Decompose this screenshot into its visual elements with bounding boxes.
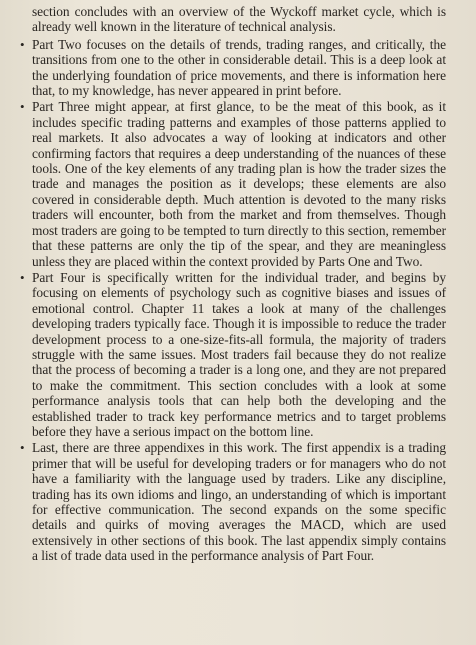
bullet-text: Last, there are three appendixes in this work. The first appendix is a trading primer that will be useful for developing traders or for managers who do not have a familiarity with the language used by traders. Like any discipline, trading has its own idioms and lingo, an understanding of which is important for effective communication. The second expands on the some specific details and quirks of moving averages the MACD, which are used extensively in other sections of this book. The last appendix simply contains a list of trade data used in the performance analysis of Part Four. bbox=[32, 440, 446, 564]
bullet-text: Part Two focuses on the details of trends, trading ranges, and critically, the transitions from one to the other in considerable detail. This is a deep look at the underlying foundation of price movements, and there is information here that, to my knowledge, has never appeared in print before. bbox=[32, 36, 446, 99]
bullet-item-part-three bbox=[20, 99, 446, 269]
intro-paragraph: section concludes with an overview of the Wyckoff market cycle, which is already well known in the literature of technical analysis. bbox=[32, 4, 446, 35]
bullet-list bbox=[20, 36, 446, 564]
bullet-item-part-two bbox=[20, 36, 446, 99]
bullet-icon: • bbox=[20, 269, 25, 285]
bullet-icon: • bbox=[20, 440, 25, 456]
bullet-text: Part Four is specifically written for the individual trader, and begins by focusing on elements of psychology such as cognitive biases and issues of emotional control. Chapter 11 takes a look at many of the challenges developing traders typically face. Though it is impossible to reduce the trader development process to a one-size-fits-all formula, the majority of traders struggle with the same issues. Most traders fail because they do not realize that the process of becoming a trader is a long one, and they are not prepared to make the commitment. This section concludes with a look at some performance analysis tools that can help both the developing and the established trader to track key performance metrics and to target problems before they have a serious impact on the bottom line. bbox=[32, 269, 446, 439]
bullet-item-appendixes bbox=[20, 440, 446, 564]
bullet-text: Part Three might appear, at first glance, to be the meat of this book, as it includes specific trading patterns and examples of those patterns applied to real markets. It also advocates a way of looking at indicators and other confirming factors that requires a deep understanding of the nuances of these tools. One of the key elements of any trading plan is how the trader sizes the trade and manages the position as it develops; these elements are also covered in considerable depth. Much attention is devoted to the many risks traders will encounter, both from the market and from themselves. Though most traders are going to be tempted to turn directly to this section, remember that these patterns are only the tip of the spear, and they are meaningless unless they are placed within the context provided by Parts One and Two. bbox=[32, 99, 446, 269]
bullet-icon: • bbox=[20, 36, 25, 52]
bullet-item-part-four bbox=[20, 269, 446, 439]
bullet-icon: • bbox=[20, 99, 25, 115]
